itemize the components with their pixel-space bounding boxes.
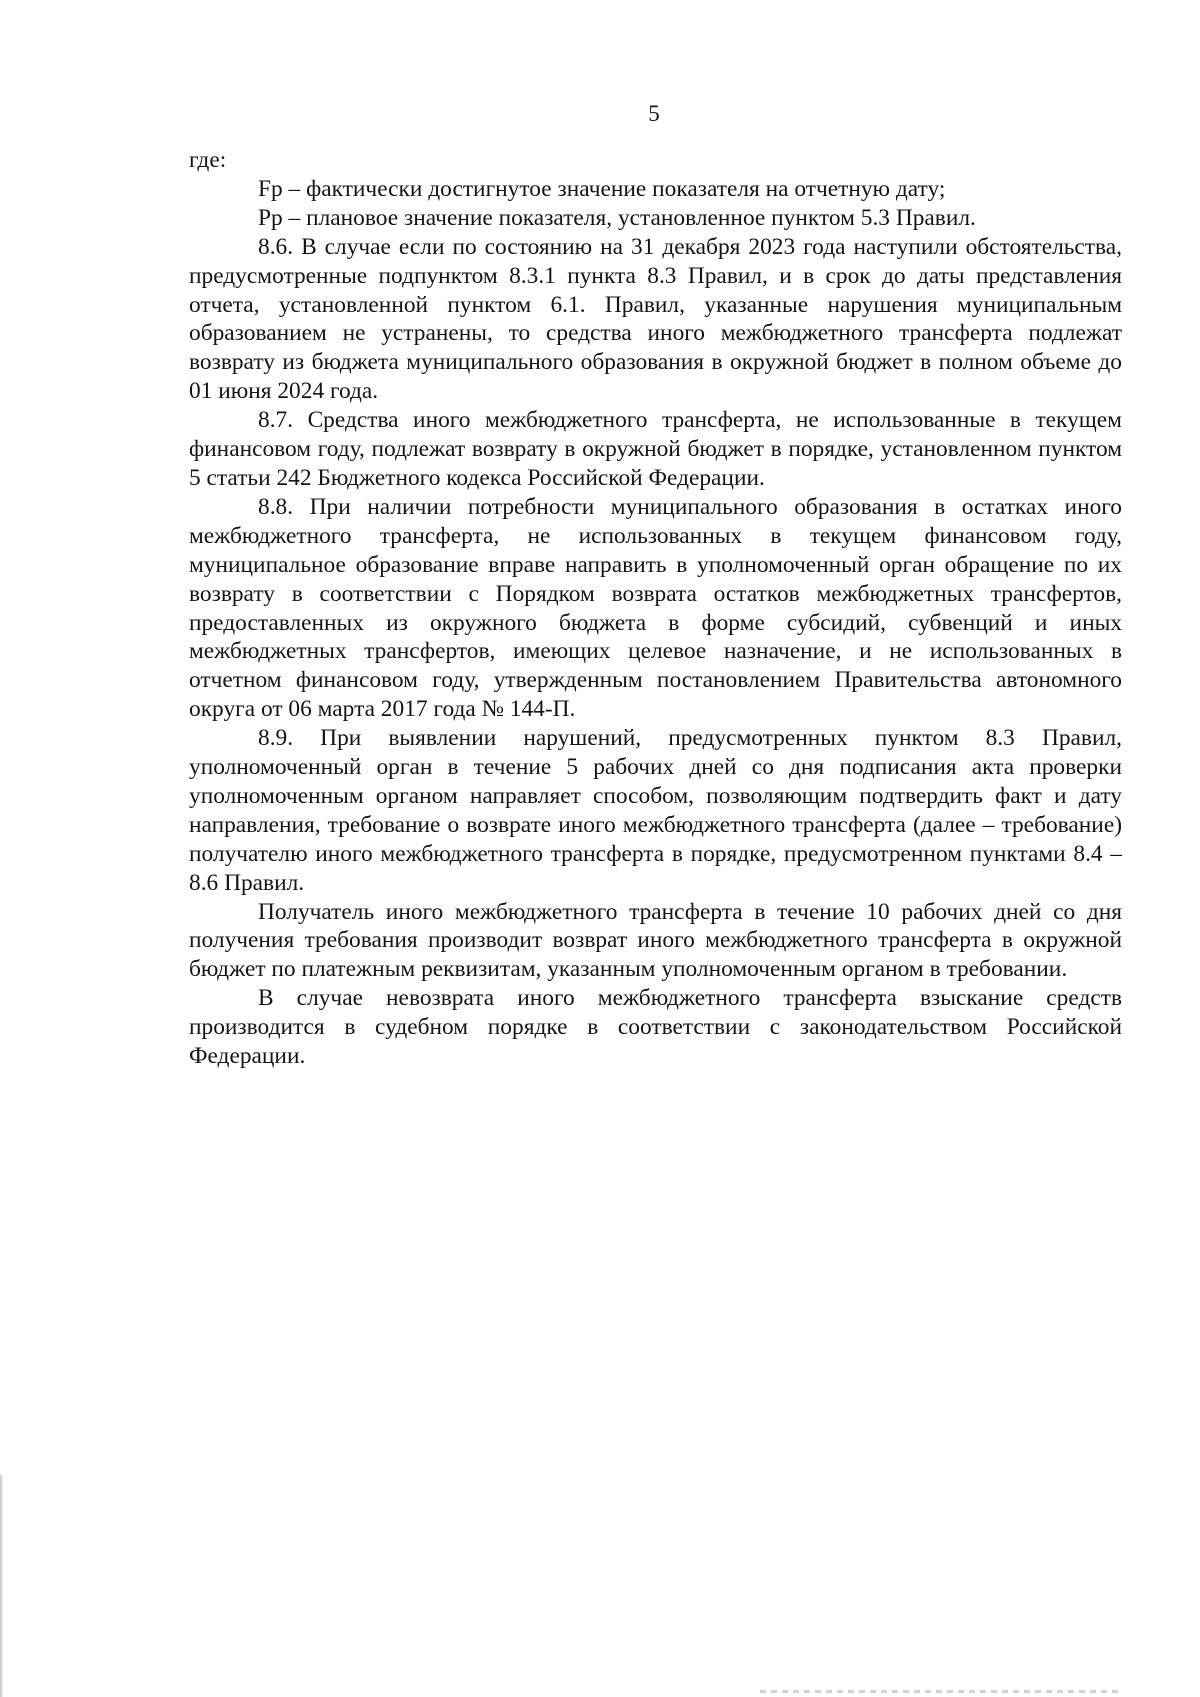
paragraph-8-8: 8.8. При наличии потребности муниципального образования в остатках иного межбюджетного трансферта, не использованных в текущем финансовом году, муниципальное образование вправе направить в уполномоченный орган обращение по их возврату в соответствии с Порядком возврата остатков межбюджетных трансфертов, предоставленных из окружного бюджета в форме субсидий, субвенций и иных межбюджетных трансфертов, имеющих целевое назначение, и не использованных в отчетном финансовом году, утвержденным постановлением Правительства автономного округа от 06 марта 2017 года № 144-П. <box>189 493 1122 723</box>
scan-bottom-mark <box>760 1690 1120 1693</box>
paragraph-8-6: 8.6. В случае если по состоянию на 31 декабря 2023 года наступили обстоятельства, предусмотренные подпунктом 8.3.1 пункта 8.3 Правил, и в срок до даты представления отчета, установленной пунктом 6.1. Правил, указанные нарушения муниципальным образованием не устранены, то средства иного межбюджетного трансферта подлежат возврату из бюджета муниципального образования в окружной бюджет в полном объеме до 01 июня 2024 года. <box>189 233 1122 405</box>
paragraph-non-return: В случае невозврата иного межбюджетного трансферта взыскание средств производится в судебном порядке в соответствии с законодательством Российской Федерации. <box>189 985 1122 1070</box>
paragraph-where: где: <box>189 147 227 173</box>
page-number: 5 <box>648 101 660 126</box>
paragraph-fr-definition: Fр – фактически достигнутое значение показателя на отчетную дату; <box>258 175 946 202</box>
paragraph-8-9: 8.9. При выявлении нарушений, предусмотренных пунктом 8.3 Правил, уполномоченный орган в течение 5 рабочих дней со дня подписания акта проверки уполномоченным органом направляет способом, позволяющим подтвердить факт и дату направления, требование о возврате иного межбюджетного трансферта (далее – требование) получателю иного межбюджетного трансферта в порядке, предусмотренном пунктами 8.4 – 8.6 Правил. <box>189 725 1122 896</box>
paragraph-recipient-return: Получатель иного межбюджетного трансферта в течение 10 рабочих дней со дня получения требования производит возврат иного межбюджетного трансферта в окружной бюджет по платежным реквизитам, указанным уполномоченным органом в требовании. <box>189 898 1122 983</box>
scan-edge-shadow <box>0 1475 3 1697</box>
document-body <box>189 146 1122 1071</box>
paragraph-pr-definition: Pр – плановое значение показателя, установленное пунктом 5.3 Правил. <box>258 204 976 231</box>
paragraph-8-7: 8.7. Средства иного межбюджетного трансферта, не использованные в текущем финансовом году, подлежат возврату в окружной бюджет в порядке, установленном пунктом 5 статьи 242 Бюджетного кодекса Российской Федерации. <box>189 407 1122 491</box>
